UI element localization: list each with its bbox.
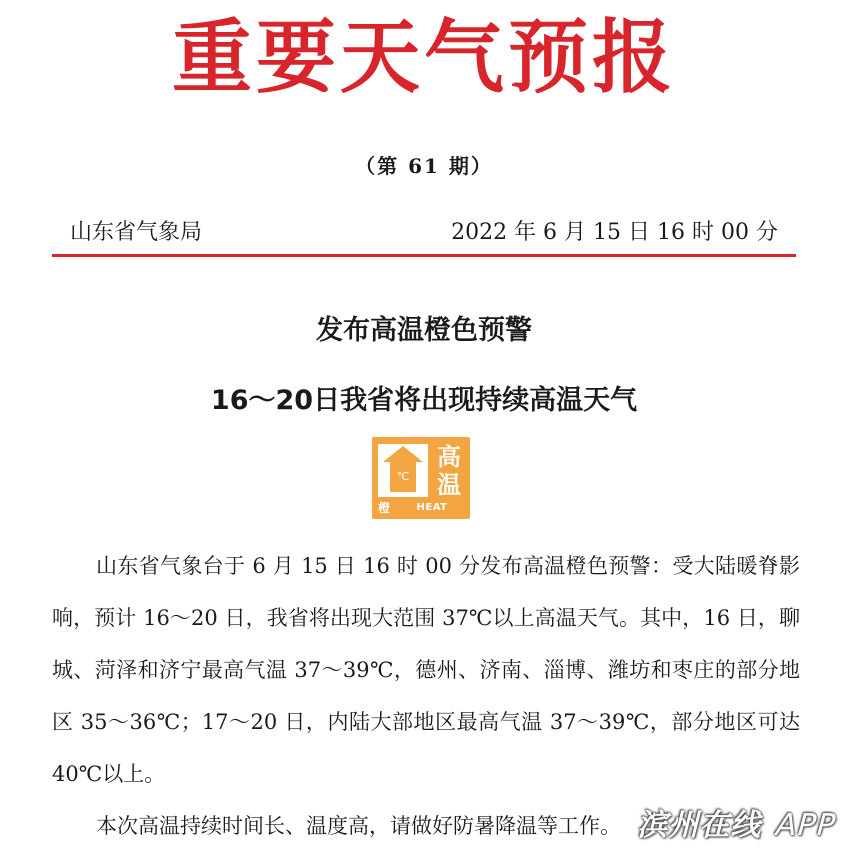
- header-divider: [52, 254, 796, 257]
- badge-char-2: 温: [437, 471, 461, 499]
- temperature-symbol: ℃: [390, 462, 416, 492]
- watermark-suffix: APP: [760, 800, 843, 852]
- headline-primary: 发布高温橙色预警: [316, 315, 532, 346]
- headline-secondary: 16～20日我省将出现持续高温天气: [210, 385, 638, 416]
- issuing-organization: 山东省气象局: [70, 220, 203, 245]
- body-paragraph-1: 山东省气象台于 6 月 15 日 16 时 00 分发布高温橙色预警：受大陆暖脊影响，预计 16～20 日，我省将出现大范围 37℃以上高温天气。其中，16 日，聊城、菏泽和济宁最高气温 37～39℃，德州、济南、淄博、潍坊和枣庄的部分地区 35～36℃；17～20 日，内陆大部地区最高气温 37～39℃，部分地区可达 40℃以上。: [52, 554, 800, 786]
- body-paragraph-2: 本次高温持续时间长、温度高，请做好防暑降温等工作。: [96, 814, 621, 838]
- badge-level: 橙: [377, 501, 390, 515]
- issue-number: （第 61 期）: [355, 154, 493, 178]
- roof-arrow-icon: [383, 446, 423, 462]
- meta-row: [70, 215, 778, 251]
- badge-english-label: HEAT WAVE: [414, 502, 450, 529]
- watermark-logo: [637, 800, 841, 852]
- heat-warning-badge: [372, 437, 470, 529]
- badge-char-1: 高: [437, 443, 461, 471]
- issue-datetime: 2022 年 6 月 15 日 16 时 00 分: [451, 220, 778, 245]
- thermometer-house-icon: [378, 444, 428, 497]
- watermark-name: 滨州在线: [637, 808, 762, 843]
- masthead-title: 重要天气预报: [172, 10, 676, 104]
